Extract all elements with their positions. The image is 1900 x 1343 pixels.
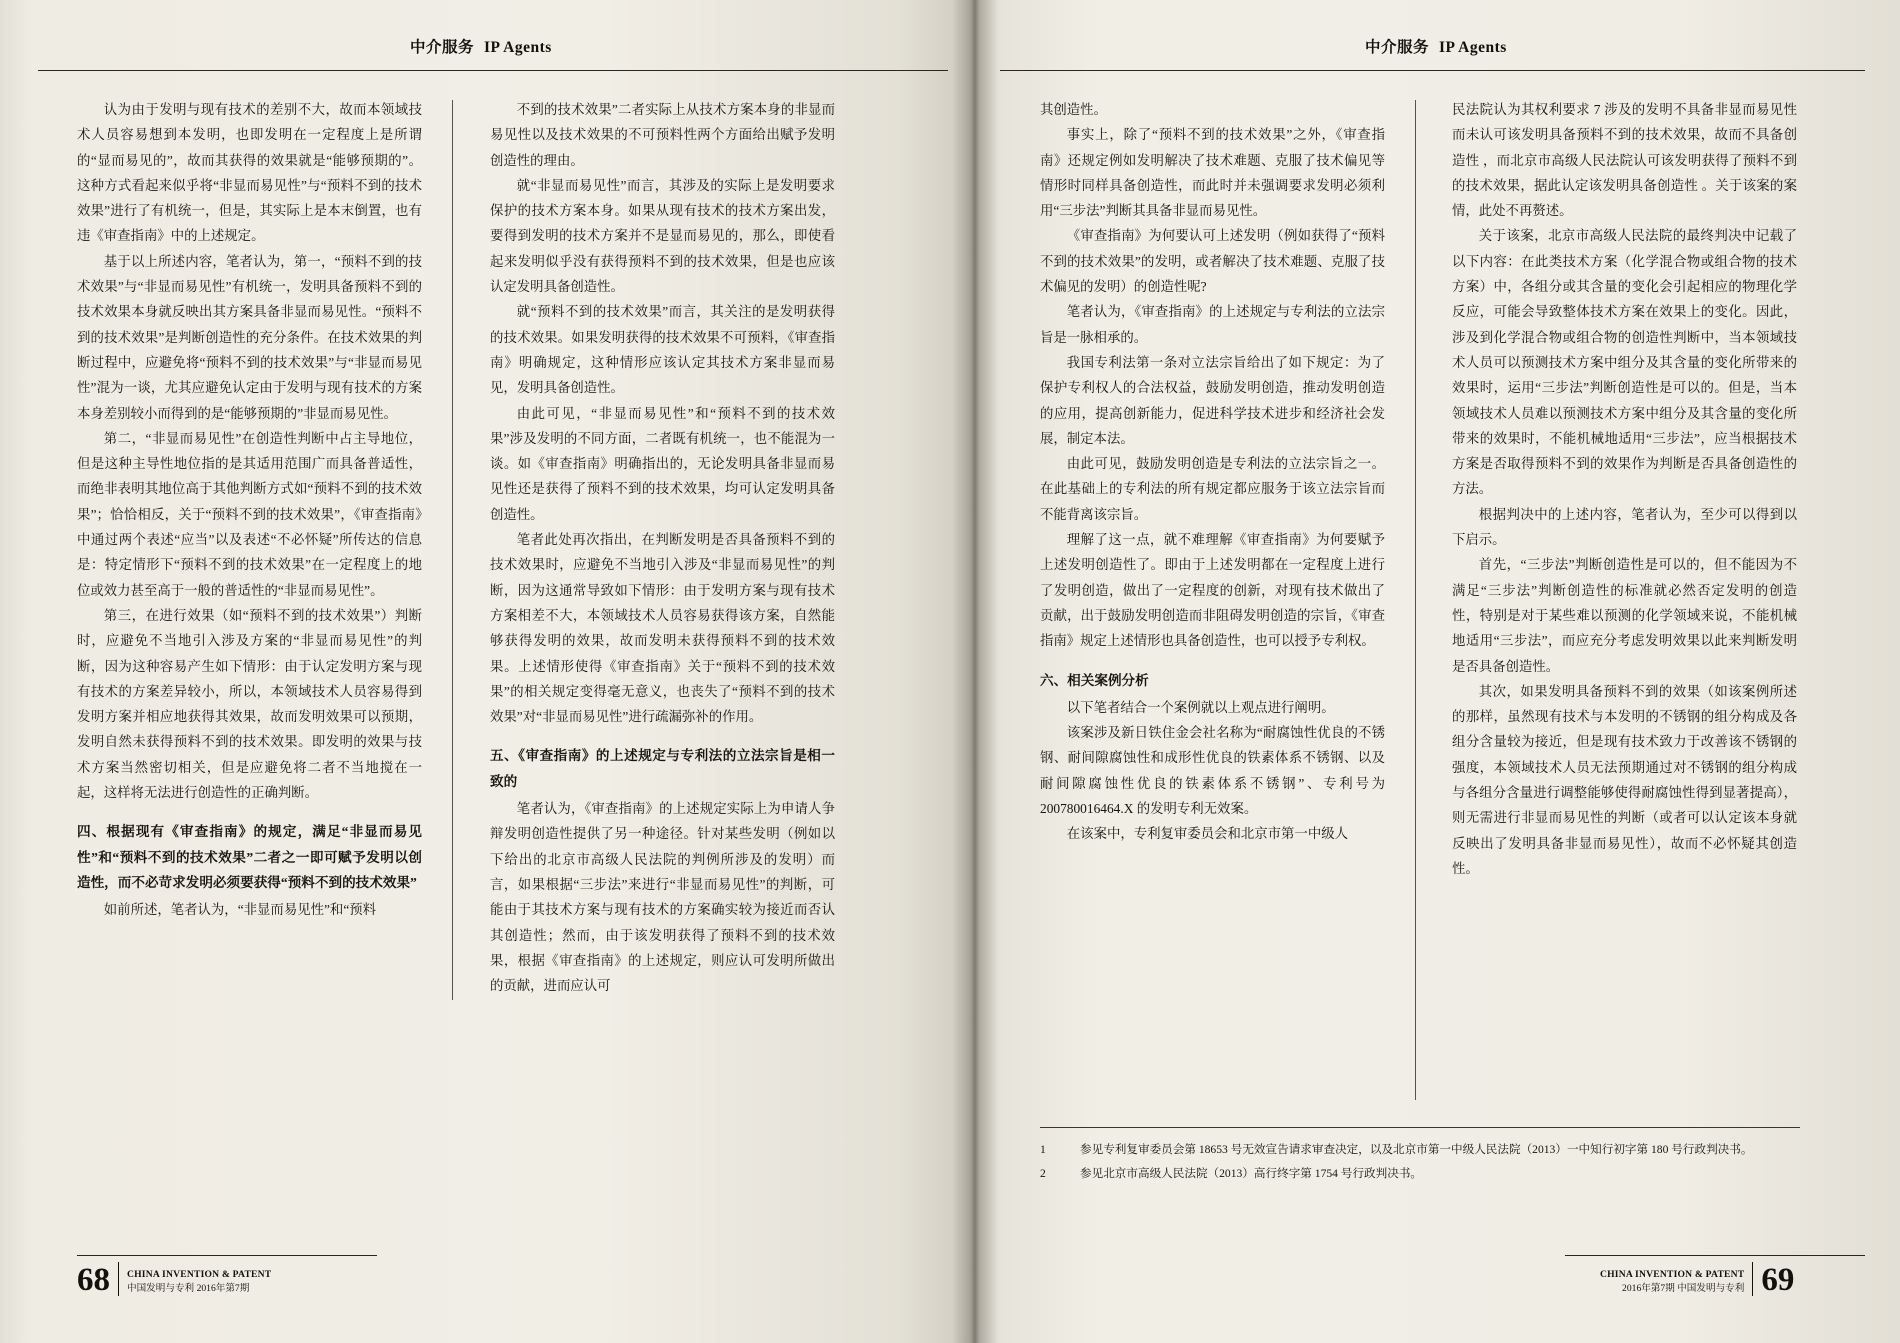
- paragraph: 民法院认为其权利要求 7 涉及的发明不具备非显而易见性而未认可该发明具备预料不到的技术效果，故而不具备创造性 ，而北京市高级人民法院认可该发明获得了预料不到的技术效果，据此认定该发明具备创造性 。关于该案的案情，此处不再赘述。: [1452, 102, 1797, 219]
- section-heading-4: 四、根据现有《审查指南》的规定，满足“非显而易见性”和“预料不到的技术效果”二者之一即可赋予发明以创造性，而不必苛求发明必须要获得“预料不到的技术效果”: [77, 824, 422, 890]
- journal-name-cn-issue: [1600, 1282, 1744, 1296]
- paragraph: 第三，在进行效果（如“预料不到的技术效果”）判断时，应避免不当地引入涉及方案的“非显而易见性”的判断，因为这种容易产生如下情形：由于认定发明方案与现有技术的方案差异较小，所以，本领域技术人员容易得到发明方案并相应地获得其效果，故而发明效果可以预期，发明自然未获得预料不到的技术效果。即发明的效果与技术方案当然密切相关，但是应避免将二者不当地搅在一起，这样将无法进行创造性的正确判断。: [77, 607, 422, 801]
- page-number: 68: [77, 1262, 110, 1298]
- paragraph: 首先，“三步法”判断创造性是可以的，但不能因为不满足“三步法”判断创造性的标准就必然否定发明的创造性，特别是对于某些难以预测的化学领域来说，不能机械地适用“三步法”，而应充分考虑发明效果以此来判断发明是否具备创造性。: [1452, 557, 1797, 674]
- footnote-text: 参见专利复审委员会第 18653 号无效宣告请求审查决定，以及北京市第一中级人民法院（2013）一中知行初字第 180 号行政判决书。: [1080, 1143, 1753, 1156]
- paragraph: 笔者认为，《审查指南》的上述规定实际上为申请人争辩发明创造性提供了另一种途径。针对某些发明（例如以下给出的北京市高级人民法院的判例所涉及的发明）而言，如果根据“三步法”来进行“非显而易见性”的判断，可能由于其技术方案与现有技术的方案确实较为接近而否认其创造性；然而，由于该发明获得了预料不到的技术效果，根据《审查指南》的上述规定，则应认可发明所做出的贡献，进而应认可: [490, 801, 835, 994]
- running-head-cn-right: 中介服务: [1365, 39, 1430, 56]
- footnote-number: 1: [1040, 1143, 1046, 1156]
- paragraph: 如前所述，笔者认为，“非显而易见性”和“预料: [103, 902, 377, 918]
- folio-right: [1600, 1262, 1794, 1296]
- column-divider-left: [452, 100, 453, 1000]
- footnote-list: [1040, 1140, 1800, 1188]
- paragraph: 认为由于发明与现有技术的差别不大，故而本领域技术人员容易想到本发明，也即发明在一定程度上是所谓的“显而易见的”，故而其获得的效果就是“能够预期的”。这种方式看起来似乎将“非显而易见性”与“预料不到的技术效果”进行了有机统一，但是，其实际上是本末倒置，也有违《审查指南》中的上述规定。: [77, 102, 422, 244]
- paragraph: 不到的技术效果”二者实际上从技术方案本身的非显而易见性以及技术效果的不可预料性两个方面给出赋予发明创造性的理由。: [490, 102, 835, 168]
- paragraph: 关于该案，北京市高级人民法院的最终判决中记载了以下内容：在此类技术方案（化学混合物或组合物的技术方案）中，各组分或其含量的变化会引起相应的物理化学反应，可能会导致整体技术方案在效果上的变化。因此，涉及到化学混合物或组合物的创造性判断中，当本领域技术人员可以预测技术方案中组分及其含量的变化所带来的效果时，运用“三步法”判断创造性是可以的。但是，当本领域技术人员难以预测技术方案中组分及其含量的变化所带来的效果时，不能机械地适用“三步法”，应当根据技术方案是否取得预料不到的效果作为判断是否具备创造性的方法。: [1452, 228, 1797, 497]
- paragraph: 该案涉及新日铁住金会社名称为“耐腐蚀性优良的不锈钢、耐间隙腐蚀性和成形性优良的铁素体系不锈钢、以及耐间隙腐蚀性优良的铁素体系不锈钢”、专利号为200780016464.X 的发明专利无效案。: [1040, 725, 1385, 817]
- running-head-en: IP Agents: [484, 39, 552, 56]
- section-heading-5: 五、《审查指南》的上述规定与专利法的立法宗旨是相一致的: [490, 748, 835, 789]
- folio-divider: [1752, 1262, 1753, 1296]
- paragraph: 就“非显而易见性”而言，其涉及的实际上是发明要求保护的技术方案本身。如果从现有技术的技术方案出发，要得到发明的技术方案并不是显而易见的，那么，即使看起来发明似乎没有获得预料不到的技术效果，但是也应该认定发明具备创造性。: [490, 177, 835, 295]
- left-col-2: [490, 97, 835, 998]
- paragraph: 理解了这一点，就不难理解《审查指南》为何要赋予上述发明创造性了。即由于上述发明都在一定程度上进行了发明创造，做出了一定程度的创新，对现有技术做出了贡献，出于鼓励发明创造而非阻碍发明创造的宗旨，《审查指南》规定上述情形也具备创造性，也可以授予专利权。: [1040, 532, 1385, 649]
- paragraph: 就“预料不到的技术效果”而言，其关注的是发明获得的技术效果。如果发明获得的技术效果不可预料，《审查指南》明确规定，这种情形应该认定其技术方案非显而易见，发明具备创造性。: [490, 304, 835, 396]
- right-col-2: [1452, 97, 1797, 881]
- journal-name-en: CHINA INVENTION & PATENT: [1600, 1269, 1745, 1280]
- folio-divider: [118, 1262, 119, 1296]
- paragraph: 我国专利法第一条对立法宗旨给出了如下规定：为了保护专利权人的合法权益，鼓励发明创造，推动发明创造的应用，提高创新能力，促进科学技术进步和经济社会发展，制定本法。: [1040, 354, 1385, 446]
- footnote-item: [1040, 1164, 1800, 1184]
- paragraph: 基于以上所述内容，笔者认为，第一，“预料不到的技术效果”与“非显而易见性”有机统一，发明具备预料不到的技术效果本身就反映出其方案具备非显而易见性。“预料不到的技术效果”是判断创造性的充分条件。在技术效果的判断过程中，应避免将“预料不到的技术效果”与“非显而易见性”混为一谈，尤其应避免认定由于发明与现有技术的方案本身差别较小而得到的是“能够预期的”非显而易见性。: [77, 253, 422, 421]
- running-head-cn: 中介服务: [410, 39, 475, 56]
- paragraph: 由此可见，鼓励发明创造是专利法的立法宗旨之一。在此基础上的专利法的所有规定都应服务于该立法宗旨而不能背离该宗旨。: [1040, 456, 1385, 522]
- running-head-en-right: IP Agents: [1439, 39, 1507, 56]
- running-head-right: [1365, 35, 1507, 57]
- journal-name-cn: 中国发明与专利: [1677, 1283, 1745, 1294]
- issue-label: 2016年第7期: [196, 1283, 250, 1294]
- footnote-text: 参见北京市高级人民法院（2013）高行终字第 1754 号行政判决书。: [1080, 1167, 1423, 1180]
- left-col-1: [77, 97, 422, 923]
- paragraph: 笔者此处再次指出，在判断发明是否具备预料不到的技术效果时，应避免不当地引入涉及“非显而易见性”的判断，因为这通常导致如下情形：由于发明方案与现有技术方案相差不大，本领域技术人员容易获得该方案，自然能够获得发明的效果，故而发明未获得预料不到的技术效果。上述情形使得《审查指南》关于“预料不到的技术效果”的相关规定变得毫无意义，也丧失了“预料不到的技术效果”对“非显而易见性”进行疏漏弥补的作用。: [490, 532, 835, 725]
- folio-meta-right: [1600, 1268, 1744, 1296]
- paragraph: 根据判决中的上述内容，笔者认为，至少可以得到以下启示。: [1452, 506, 1797, 548]
- folio-left: [77, 1262, 271, 1296]
- folio-meta: [127, 1268, 271, 1296]
- page-number: 69: [1761, 1262, 1795, 1298]
- folio-rule-left: [77, 1255, 377, 1256]
- journal-name-cn-issue: [127, 1282, 271, 1296]
- paragraph: 在该案中，专利复审委员会和北京市第一中级人: [1066, 826, 1348, 842]
- paragraph: 第二，“非显而易见性”在创造性判断中占主导地位，但是这种主导性地位指的是其适用范围广而具备普适性，而绝非表明其地位高于其他判断方式如“预料不到的技术效果”；恰恰相反，关于“预料不到的技术效果”，《审查指南》中通过两个表述“应当”以及表述“不必怀疑”所传达的信息是：特定情形下“预料不到的技术效果”在一定程度上的地位或效力甚至高于一般的普适性的“非显而易见性”。: [77, 430, 422, 598]
- right-col-1: [1040, 97, 1385, 847]
- paragraph: 事实上，除了“预料不到的技术效果”之外，《审查指南》还规定例如发明解决了技术难题、克服了技术偏见等情形时同样具备创造性，而此时并未强调要求发明必须利用“三步法”判断其具备非显而易见性。: [1040, 127, 1385, 219]
- paragraph: 以下笔者结合一个案例就以上观点进行阐明。: [1066, 699, 1335, 715]
- column-divider-right: [1415, 100, 1416, 1100]
- folio-rule-right: [1565, 1255, 1865, 1256]
- header-rule-right: [1000, 70, 1865, 71]
- footnote-item: [1040, 1140, 1800, 1160]
- header-rule-left: [38, 70, 948, 71]
- paragraph: 笔者认为，《审查指南》的上述规定与专利法的立法宗旨是一脉相承的。: [1040, 304, 1385, 345]
- section-heading-6: 六、相关案例分析: [1040, 672, 1149, 688]
- paragraph: 由此可见，“非显而易见性”和“预料不到的技术效果”涉及发明的不同方面，二者既有机统一，也不能混为一谈。如《审查指南》明确指出的，无论发明具备非显而易见性还是获得了预料不到的技术效果，均可认定发明具备创造性。: [490, 405, 835, 522]
- paragraph: 《审查指南》为何要认可上述发明（例如获得了“预料不到的技术效果”的发明，或者解决了技术难题、克服了技术偏见的发明）的创造性呢?: [1040, 228, 1385, 295]
- paragraph: 其创造性。: [1040, 102, 1107, 117]
- paragraph: 其次，如果发明具备预料不到的效果（如该案例所述的那样，虽然现有技术与本发明的不锈钢的组分构成及各组分含量较为接近，但是现有技术致力于改善该不锈钢的强度，本领域技术人员无法预期通过对不锈钢的组分构成与各组分含量进行调整能够使得耐腐蚀性得到显著提高），则无需进行非显而易见性的判断（或者可以认定该本身就反映出了发明具备非显而易见性），故而不必怀疑其创造性。: [1452, 683, 1797, 876]
- running-head-left: [410, 35, 552, 57]
- issue-label: 2016年第7期: [1622, 1283, 1675, 1294]
- footnote-number: 2: [1040, 1167, 1046, 1180]
- journal-name-cn: 中国发明与专利: [127, 1283, 195, 1294]
- journal-name-en: CHINA INVENTION & PATENT: [127, 1269, 272, 1280]
- footnote-separator: [1040, 1127, 1800, 1128]
